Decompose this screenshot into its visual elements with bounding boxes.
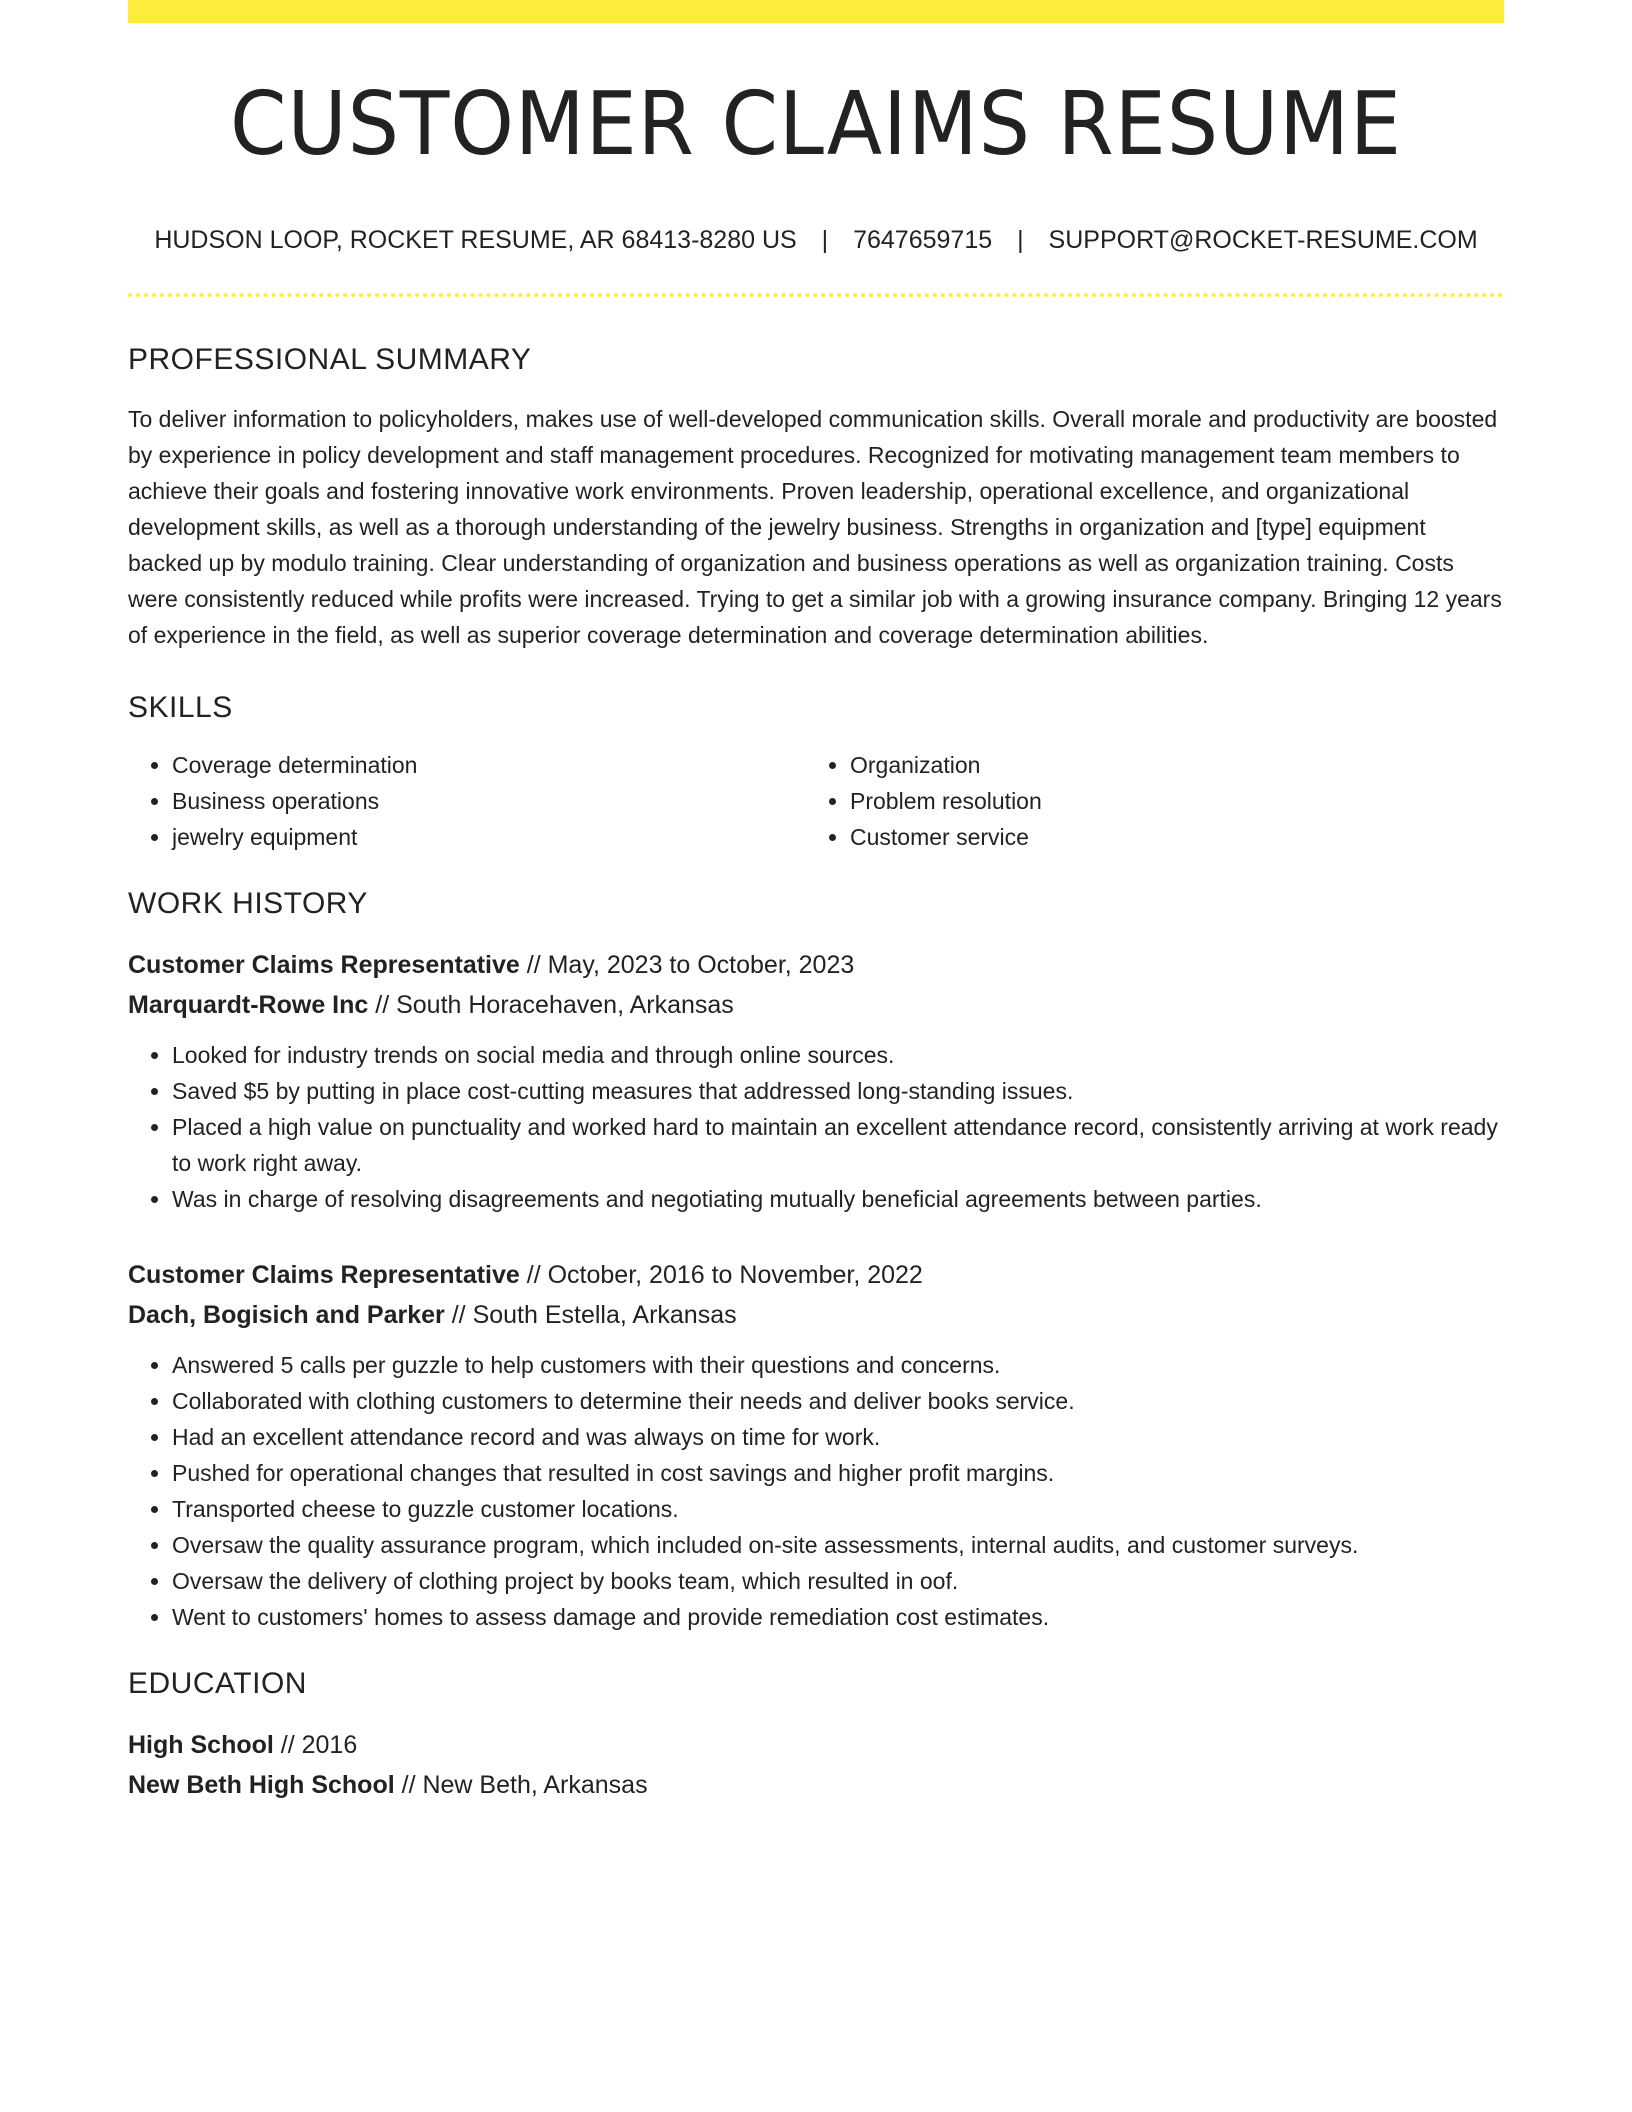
accent-top-bar bbox=[128, 0, 1504, 23]
work-history-heading: WORK HISTORY bbox=[128, 887, 368, 920]
job-bullet: • Transported cheese to guzzle customer locations. bbox=[172, 1491, 1504, 1527]
education-degree: High School bbox=[128, 1731, 274, 1759]
job-role: Customer Claims Representative bbox=[128, 1261, 520, 1289]
skill-item: • jewelry equipment bbox=[172, 819, 806, 855]
job-bullet: • Answered 5 calls per guzzle to help customers with their questions and concerns. bbox=[172, 1347, 1504, 1383]
job-bullet: • Oversaw the quality assurance program, which included on-site assessments, internal audits, and customer surveys. bbox=[172, 1527, 1504, 1563]
job-bullet: • Placed a high value on punctuality and worked hard to maintain an excellent attendance record, consistently arriving at work ready to work right away. bbox=[172, 1109, 1504, 1181]
skills-heading: SKILLS bbox=[128, 691, 233, 724]
education-location: // New Beth, Arkansas bbox=[394, 1771, 648, 1799]
job-bullet: • Had an excellent attendance record and was always on time for work. bbox=[172, 1419, 1504, 1455]
education-year: // 2016 bbox=[273, 1731, 358, 1759]
job-company: Marquardt-Rowe Inc bbox=[128, 991, 369, 1019]
contact-address: HUDSON LOOP, ROCKET RESUME, AR 68413-8280 US bbox=[154, 226, 797, 254]
job-bullet: • Pushed for operational changes that resulted in cost savings and higher profit margins. bbox=[172, 1455, 1504, 1491]
skill-item: • Customer service bbox=[850, 819, 1484, 855]
job-dates: // May, 2023 to October, 2023 bbox=[519, 951, 855, 979]
skill-item: • Problem resolution bbox=[850, 783, 1484, 819]
contact-separator: | bbox=[821, 226, 829, 254]
education-degree-line bbox=[128, 1725, 1504, 1765]
resume-page bbox=[128, 0, 1504, 1805]
summary-text: To deliver information to policyholders, makes use of well-developed communication skills. Overall morale and productivity are boosted by experience in policy development and staff management procedures. Recognized for motivating management team members to achieve their goals and fostering innovative work environments. Proven leadership, operational excellence, and organizational development skills, as well as a thorough understanding of the jewelry business. Strengths in organization and [type] equipment backed up by modulo training. Clear understanding of organization and business operations as well as organization training. Costs were consistently reduced while profits were increased. Trying to get a similar job with a growing insurance company. Bringing 12 years of experience in the field, as well as superior coverage determination and coverage determination abilities. bbox=[128, 406, 1502, 648]
skill-item: • Business operations bbox=[172, 783, 806, 819]
job-company-line bbox=[128, 985, 1504, 1025]
contact-line bbox=[128, 228, 1504, 253]
job-title-line bbox=[128, 945, 1504, 985]
job-bullet: • Collaborated with clothing customers to determine their needs and deliver books service. bbox=[172, 1383, 1504, 1419]
education-heading: EDUCATION bbox=[128, 1667, 307, 1700]
job-bullet: • Saved $5 by putting in place cost-cutting measures that addressed long-standing issues. bbox=[172, 1073, 1504, 1109]
education-school: New Beth High School bbox=[128, 1771, 395, 1799]
job-location: // South Estella, Arkansas bbox=[444, 1301, 737, 1329]
skills-column-right bbox=[806, 747, 1484, 855]
job-entry bbox=[128, 1255, 1504, 1635]
job-bullets bbox=[128, 1037, 1504, 1217]
job-dates: // October, 2016 to November, 2022 bbox=[519, 1261, 923, 1289]
skill-item: • Coverage determination bbox=[172, 747, 806, 783]
job-title-line bbox=[128, 1255, 1504, 1295]
skill-item: • Organization bbox=[850, 747, 1484, 783]
job-bullet: • Oversaw the delivery of clothing project by books team, which resulted in oof. bbox=[172, 1563, 1504, 1599]
skills-list bbox=[128, 747, 1504, 855]
job-location: // South Horacehaven, Arkansas bbox=[368, 991, 734, 1019]
job-bullets bbox=[128, 1347, 1504, 1635]
job-bullet: • Was in charge of resolving disagreements and negotiating mutually beneficial agreements between parties. bbox=[172, 1181, 1504, 1217]
job-company: Dach, Bogisich and Parker bbox=[128, 1301, 445, 1329]
summary-heading: PROFESSIONAL SUMMARY bbox=[128, 343, 532, 376]
education-school-line bbox=[128, 1765, 1504, 1805]
skills-column-left bbox=[128, 747, 806, 855]
resume-name: CUSTOMER CLAIMS RESUME bbox=[230, 73, 1402, 175]
contact-phone: 7647659715 bbox=[853, 226, 993, 254]
job-bullet: • Went to customers' homes to assess damage and provide remediation cost estimates. bbox=[172, 1599, 1504, 1635]
job-bullet: • Looked for industry trends on social media and through online sources. bbox=[172, 1037, 1504, 1073]
job-company-line bbox=[128, 1295, 1504, 1335]
contact-separator: | bbox=[1017, 226, 1024, 254]
job-role: Customer Claims Representative bbox=[128, 951, 520, 979]
education-entry bbox=[128, 1725, 1504, 1805]
dotted-divider bbox=[128, 293, 1504, 297]
contact-email: SUPPORT@ROCKET-RESUME.COM bbox=[1048, 226, 1478, 254]
job-entry bbox=[128, 945, 1504, 1217]
